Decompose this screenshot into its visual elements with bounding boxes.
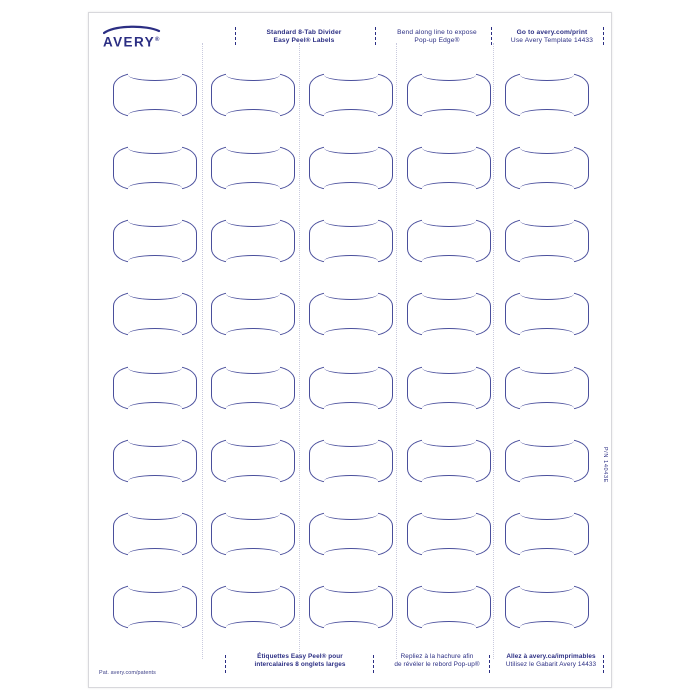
divider-tab-label[interactable] — [407, 219, 491, 263]
divider-tab-label[interactable] — [407, 292, 491, 336]
footer-tick-1 — [225, 655, 226, 673]
divider-tab-label[interactable] — [211, 512, 295, 556]
divider-tab-label[interactable] — [407, 366, 491, 410]
divider-tab-label[interactable] — [211, 219, 295, 263]
avery-swoosh-icon — [103, 24, 161, 35]
divider-tab-label[interactable] — [505, 512, 589, 556]
label-cell — [107, 498, 203, 570]
header-bend-instruction — [381, 29, 493, 46]
label-cell — [205, 571, 301, 643]
label-cell — [303, 59, 399, 131]
label-cell — [107, 571, 203, 643]
label-sheet — [88, 12, 612, 688]
footer-tick-2 — [373, 655, 374, 673]
divider-tab-label[interactable] — [113, 585, 197, 629]
divider-tab-label[interactable] — [407, 585, 491, 629]
divider-tab-label[interactable] — [113, 439, 197, 483]
label-cell — [107, 205, 203, 277]
footer-bend-instruction-fr-line1: Repliez à la hachure afin — [400, 652, 474, 660]
divider-tab-label[interactable] — [505, 439, 589, 483]
part-number-vertical: P/N 14043E — [602, 446, 608, 483]
label-cell — [499, 278, 595, 350]
divider-tab-label[interactable] — [211, 585, 295, 629]
divider-tab-label[interactable] — [211, 366, 295, 410]
label-cell — [499, 571, 595, 643]
divider-tab-label[interactable] — [113, 366, 197, 410]
label-cell — [303, 278, 399, 350]
divider-tab-label[interactable] — [211, 73, 295, 117]
label-cell — [107, 132, 203, 204]
label-cell — [401, 352, 497, 424]
divider-tab-label[interactable] — [407, 439, 491, 483]
header-print-url[interactable] — [497, 29, 607, 46]
divider-tab-label[interactable] — [505, 73, 589, 117]
divider-tab-label[interactable] — [113, 292, 197, 336]
label-cell — [107, 425, 203, 497]
header-tick-2 — [375, 27, 376, 45]
label-cell — [499, 205, 595, 277]
divider-tab-label[interactable] — [505, 146, 589, 190]
header-template-number: Use Avery Template 14433 — [510, 37, 594, 45]
label-cell — [499, 59, 595, 131]
label-cell — [107, 59, 203, 131]
label-cell — [205, 425, 301, 497]
header-bend-instruction-line1: Bend along line to expose — [397, 29, 477, 36]
label-cell — [205, 498, 301, 570]
label-cell — [107, 352, 203, 424]
label-cell — [401, 498, 497, 570]
label-cell — [401, 205, 497, 277]
divider-tab-label[interactable] — [211, 292, 295, 336]
avery-wordmark — [103, 35, 173, 48]
label-cell — [205, 278, 301, 350]
label-cell — [205, 352, 301, 424]
header-product-name-line2: Easy Peel® Labels — [273, 37, 335, 45]
divider-tab-label[interactable] — [407, 73, 491, 117]
divider-tab-label[interactable] — [505, 585, 589, 629]
divider-tab-label[interactable] — [505, 366, 589, 410]
label-cell — [401, 278, 497, 350]
header-bend-instruction-line2: Pop-up Edge® — [414, 37, 460, 45]
footer-print-url-fr-line1[interactable]: Allez à avery.ca/imprimables — [506, 652, 596, 660]
sheet-header — [89, 13, 611, 53]
header-product-name-line1: Standard 8-Tab Divider — [266, 29, 342, 36]
divider-tab-label[interactable] — [113, 219, 197, 263]
divider-tab-label[interactable] — [309, 73, 393, 117]
label-cell — [401, 571, 497, 643]
label-cell — [499, 425, 595, 497]
divider-tab-label[interactable] — [309, 585, 393, 629]
divider-tab-label[interactable] — [309, 439, 393, 483]
divider-tab-label[interactable] — [211, 439, 295, 483]
footer-template-number-fr: Utilisez le Gabarit Avery 14433 — [505, 660, 597, 668]
footer-bend-instruction-fr — [379, 653, 495, 669]
divider-tab-label[interactable] — [211, 146, 295, 190]
label-cell — [499, 132, 595, 204]
header-product-name — [239, 29, 369, 46]
label-cell — [499, 498, 595, 570]
divider-tab-label[interactable] — [505, 292, 589, 336]
label-cell — [303, 498, 399, 570]
label-cell — [107, 278, 203, 350]
avery-registered-mark: ® — [155, 37, 160, 43]
label-cell — [499, 352, 595, 424]
footer-product-name-fr — [229, 653, 371, 669]
divider-tab-label[interactable] — [113, 73, 197, 117]
label-cell — [303, 571, 399, 643]
divider-tab-label[interactable] — [407, 146, 491, 190]
label-grid — [107, 59, 595, 643]
label-cell — [401, 59, 497, 131]
label-cell — [303, 132, 399, 204]
avery-wordmark-text: AVERY — [103, 34, 156, 50]
label-cell — [205, 59, 301, 131]
label-cell — [303, 205, 399, 277]
divider-tab-label[interactable] — [407, 512, 491, 556]
footer-product-name-fr-line2: intercalaires 8 onglets larges — [254, 660, 346, 668]
divider-tab-label[interactable] — [309, 219, 393, 263]
divider-tab-label[interactable] — [505, 219, 589, 263]
avery-logo — [103, 35, 173, 48]
label-cell — [303, 352, 399, 424]
label-cell — [401, 132, 497, 204]
divider-tab-label[interactable] — [309, 146, 393, 190]
footer-bend-instruction-fr-line2: de révéler le rebord Pop-up® — [394, 660, 480, 668]
header-tick-1 — [235, 27, 236, 45]
divider-tab-label[interactable] — [113, 512, 197, 556]
label-cell — [205, 205, 301, 277]
footer-product-name-fr-line1: Étiquettes Easy Peel® pour — [257, 652, 343, 660]
footer-print-url-fr[interactable] — [495, 653, 607, 669]
label-cell — [401, 425, 497, 497]
divider-tab-label[interactable] — [113, 146, 197, 190]
footer-patents[interactable]: Pat. avery.com/patents — [99, 669, 156, 676]
label-cell — [303, 425, 399, 497]
divider-tab-label[interactable] — [309, 366, 393, 410]
label-cell — [205, 132, 301, 204]
divider-tab-label[interactable] — [309, 292, 393, 336]
header-print-url-line1[interactable]: Go to avery.com/print — [516, 29, 588, 36]
divider-tab-label[interactable] — [309, 512, 393, 556]
